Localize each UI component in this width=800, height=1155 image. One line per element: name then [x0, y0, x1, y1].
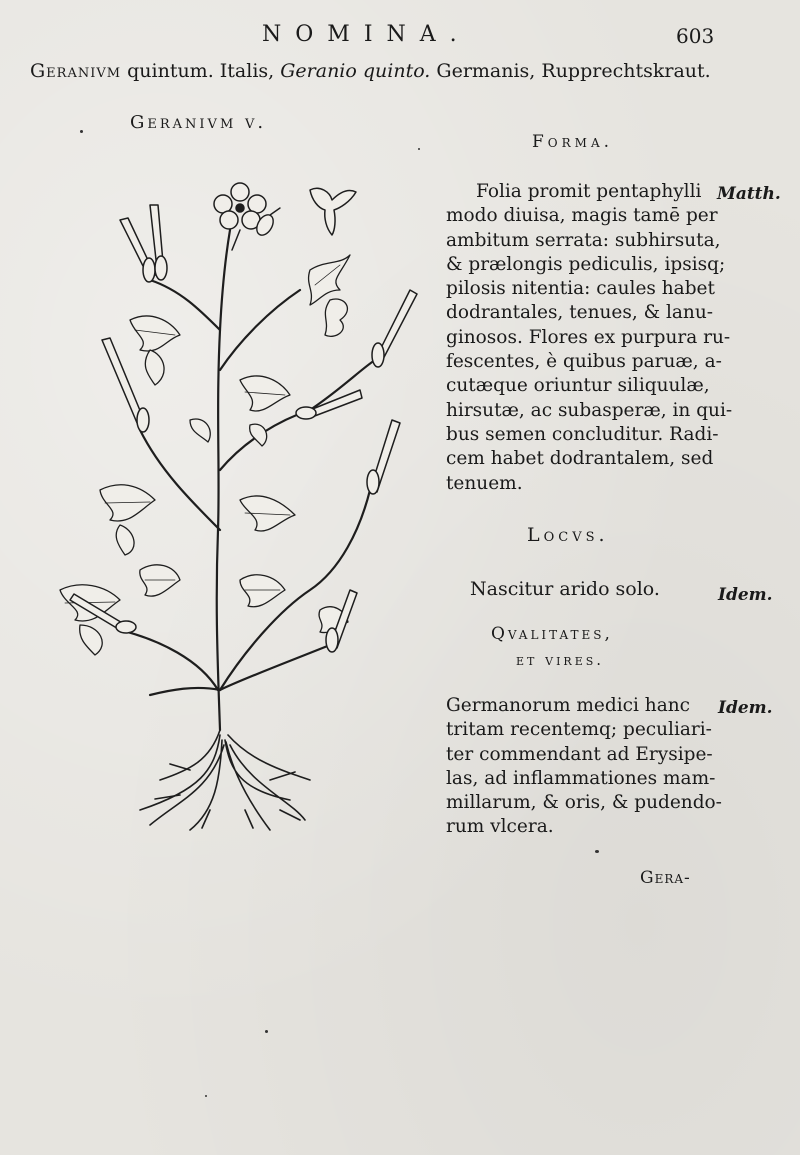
text-line: millarum, & oris, & pudendo-: [446, 792, 722, 814]
page-number: 603: [676, 24, 715, 48]
names-line-italian-name: Geranio quinto.: [280, 60, 431, 82]
text-line: ambitum serrata: subhirsuta,: [446, 229, 721, 251]
text-line: pilosis nitentia: caules habet: [446, 278, 715, 300]
root-mass: [140, 730, 310, 830]
margin-note-idem-qualitates: Idem.: [718, 698, 773, 718]
plant-woodcut-illustration: [40, 170, 420, 840]
section-heading-qualitates: Qvalitates,: [491, 624, 613, 644]
running-head: NOMINA.: [262, 22, 471, 47]
catchword: Gera-: [640, 868, 691, 888]
text-line: tritam recentemq; peculiari-: [446, 719, 712, 741]
qualitates-text-block: [446, 694, 722, 840]
text-line: las, ad inflammationes mam-: [446, 767, 716, 789]
figure-caption: Geranivm v.: [130, 112, 267, 133]
names-line: [30, 60, 711, 82]
text-line: modo diuisa, magis tamē per: [446, 205, 718, 227]
text-line: ginosos. Flores ex purpura ru-: [446, 326, 731, 348]
text-line: ter commendant ad Erysipe-: [446, 743, 713, 765]
section-heading-locus: Locvs.: [527, 524, 609, 546]
names-line-german: Germanis, Rupprechtskraut.: [430, 60, 711, 82]
flower-open: [214, 183, 266, 250]
paper-speck: [418, 148, 420, 150]
margin-note-idem-locus: Idem.: [718, 585, 773, 605]
paper-speck: [265, 1030, 268, 1033]
locus-text: Nascitur arido solo.: [470, 578, 660, 600]
text-line: cem habet dodrantalem, sed: [446, 448, 714, 470]
text-line: Folia promit pentaphylli: [476, 181, 702, 202]
text-line: tenuem.: [446, 472, 523, 494]
text-line: cutæque oriuntur siliquulæ,: [446, 375, 710, 397]
names-line-italian: quintum. Italis,: [121, 60, 281, 82]
text-line: rum vlcera.: [446, 816, 554, 838]
forma-text-block: [446, 180, 732, 496]
names-line-lemma: Geranivm: [30, 60, 122, 82]
text-line: fescentes, è quibus paruæ, a-: [446, 351, 722, 373]
margin-note-matthiolus: Matth.: [717, 184, 781, 204]
text-line: bus semen concluditur. Radi-: [446, 423, 719, 445]
section-heading-forma: Forma.: [532, 132, 614, 152]
flower-side-view: [310, 188, 356, 235]
paper-speck: [595, 850, 599, 853]
paper-speck: [205, 1095, 207, 1097]
paper-speck: [80, 130, 83, 133]
section-heading-et-vires: et vires.: [516, 651, 605, 669]
text-line: hirsutæ, ac subasperæ, in qui-: [446, 399, 733, 421]
text-line: & prælongis pediculis, ipsisq;: [446, 253, 726, 275]
text-line: dodrantales, tenues, & lanu-: [446, 302, 713, 324]
text-line: Germanorum medici hanc: [446, 695, 691, 716]
